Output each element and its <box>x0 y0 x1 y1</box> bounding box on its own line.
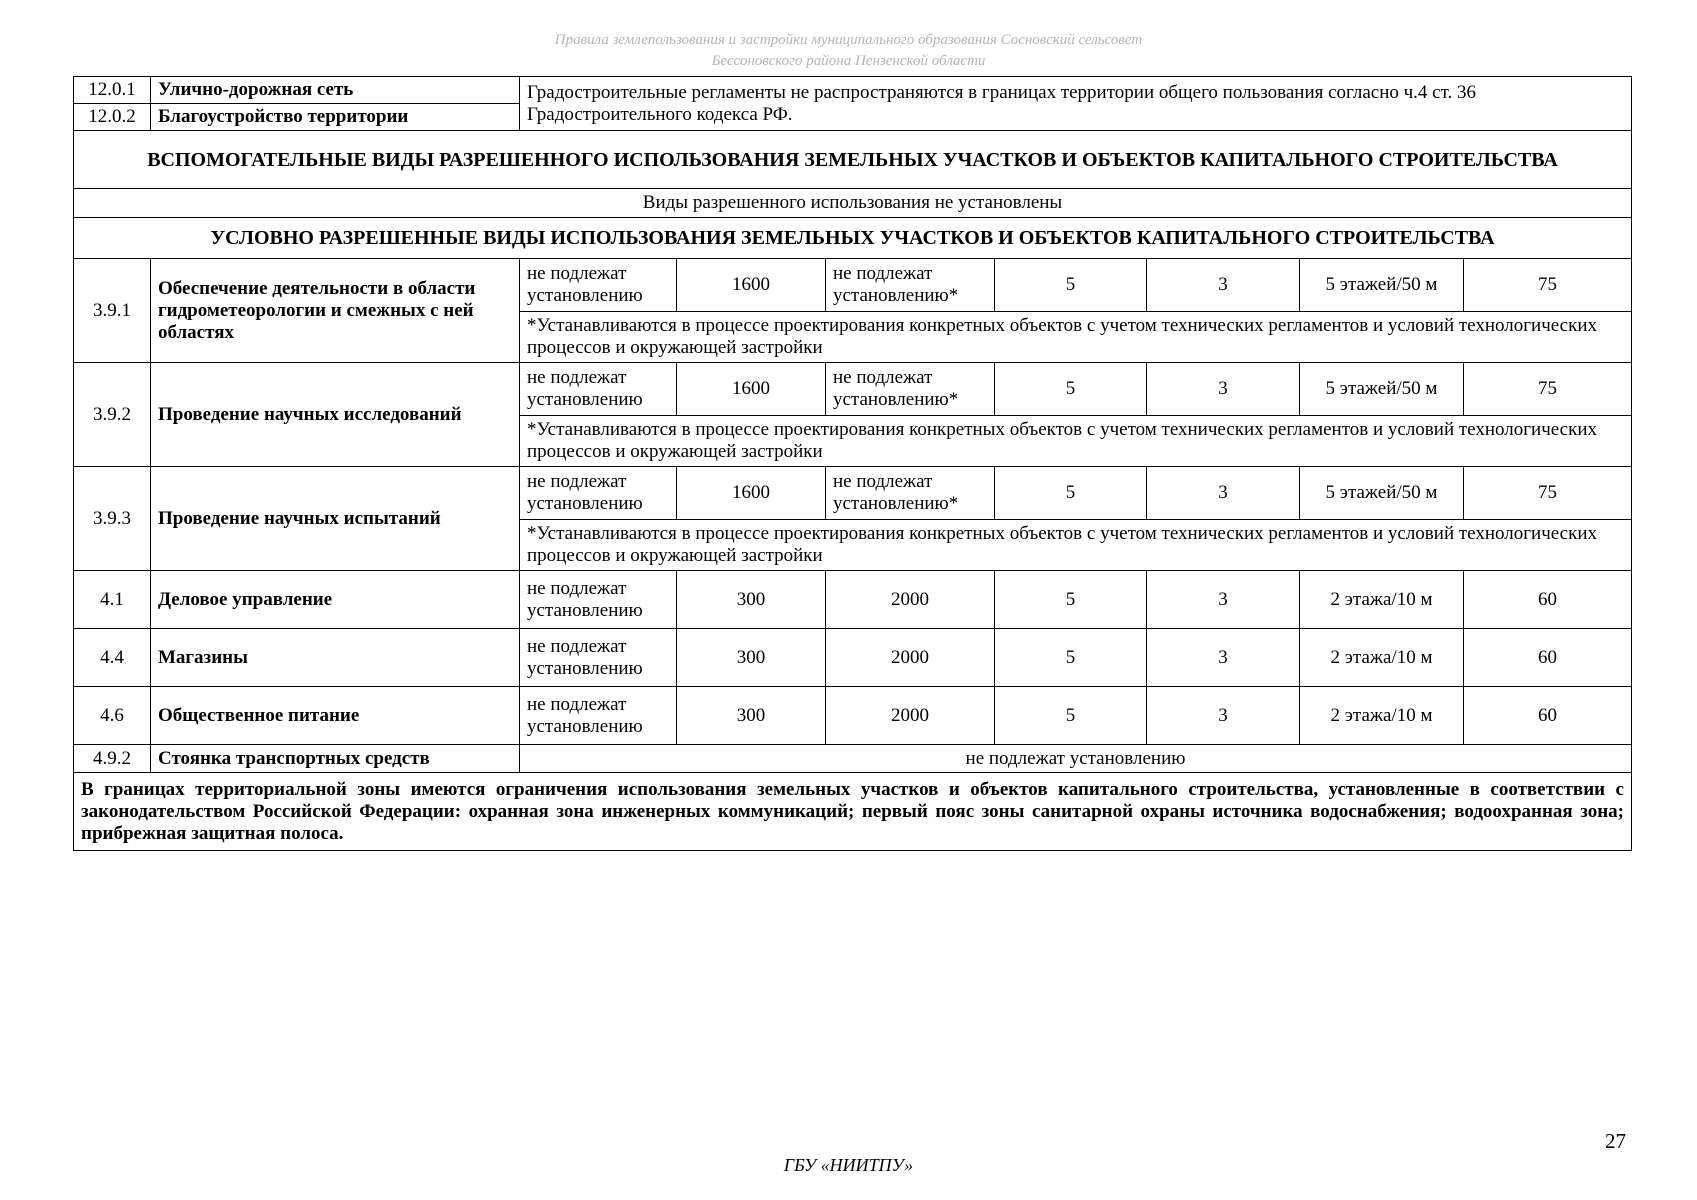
table-cell: 5 <box>995 467 1147 520</box>
table-cell: 5 <box>995 259 1147 312</box>
table-cell: 3 <box>1147 629 1300 687</box>
footnote-cell: *Устанавливаются в процессе проектирования конкретных объектов с учетом технических регламентов и условий технологических процессов и окружающей застройки <box>520 520 1632 571</box>
auxiliary-uses-note: Виды разрешенного использования не установлены <box>74 189 1632 218</box>
footnote-cell: *Устанавливаются в процессе проектирования конкретных объектов с учетом технических регламентов и условий технологических процессов и окружающей застройки <box>520 312 1632 363</box>
conditional-uses-title: УСЛОВНО РАЗРЕШЕННЫЕ ВИДЫ ИСПОЛЬЗОВАНИЯ ЗЕМЕЛЬНЫХ УЧАСТКОВ И ОБЪЕКТОВ КАПИТАЛЬНОГО СТРОИТЕЛЬСТВА <box>74 218 1632 259</box>
general-use-note: Градостроительные регламенты не распространяются в границах территории общего пользования согласно ч.4 ст. 36 Градостроительного кодекса РФ. <box>520 77 1632 131</box>
row-name: Проведение научных испытаний <box>151 467 520 571</box>
row-name: Общественное питание <box>151 687 520 745</box>
row-code: 12.0.2 <box>74 104 151 131</box>
row-name: Улично-дорожная сеть <box>151 77 520 104</box>
row-code: 4.6 <box>74 687 151 745</box>
row-name: Стоянка транспортных средств <box>151 745 520 773</box>
row-name: Деловое управление <box>151 571 520 629</box>
page-number: 27 <box>1605 1129 1626 1153</box>
regulations-table <box>73 76 1632 851</box>
row-name: Проведение научных исследований <box>151 363 520 467</box>
table-cell: 1600 <box>677 259 826 312</box>
table-cell: 3 <box>1147 259 1300 312</box>
restrictions-row <box>74 773 1632 851</box>
table-row <box>74 259 1632 312</box>
table-cell: 1600 <box>677 363 826 416</box>
table-cell: 300 <box>677 571 826 629</box>
table-cell: 5 <box>995 687 1147 745</box>
max-height: 5 этажей/50 м <box>1300 467 1464 520</box>
row-code: 3.9.3 <box>74 467 151 571</box>
table-cell: 5 <box>995 571 1147 629</box>
table-cell: не подлежат установлению* <box>826 467 995 520</box>
row-name: Обеспечение деятельности в области гидрометеорологии и смежных с ней областях <box>151 259 520 363</box>
table-row <box>74 687 1632 745</box>
row-code: 4.4 <box>74 629 151 687</box>
max-coverage: 60 <box>1464 629 1632 687</box>
table-row <box>74 745 1632 773</box>
max-coverage: 60 <box>1464 571 1632 629</box>
table-cell: 2000 <box>826 571 995 629</box>
table-row <box>74 629 1632 687</box>
auxiliary-uses-title: ВСПОМОГАТЕЛЬНЫЕ ВИДЫ РАЗРЕШЕННОГО ИСПОЛЬЗОВАНИЯ ЗЕМЕЛЬНЫХ УЧАСТКОВ И ОБЪЕКТОВ КАПИТАЛЬНОГО СТРОИТЕЛЬСТВА <box>74 131 1632 189</box>
row-code: 4.1 <box>74 571 151 629</box>
table-cell: 300 <box>677 687 826 745</box>
row-code: 3.9.2 <box>74 363 151 467</box>
table-row <box>74 363 1632 416</box>
row-code: 3.9.1 <box>74 259 151 363</box>
section-header-row <box>74 131 1632 189</box>
max-height: 5 этажей/50 м <box>1300 363 1464 416</box>
max-height: 2 этажа/10 м <box>1300 571 1464 629</box>
table-cell: 300 <box>677 629 826 687</box>
min-plot-area: не подлежат установлению <box>520 687 677 745</box>
document-header-line-1: Правила землепользования и застройки муниципального образования Сосновский сельсовет <box>554 32 1143 48</box>
row-code: 4.9.2 <box>74 745 151 773</box>
table-cell: не подлежат установлению* <box>826 259 995 312</box>
table-cell: 2000 <box>826 629 995 687</box>
max-height: 2 этажа/10 м <box>1300 629 1464 687</box>
footnote-cell: *Устанавливаются в процессе проектирования конкретных объектов с учетом технических регламентов и условий технологических процессов и окружающей застройки <box>520 416 1632 467</box>
section-header-row <box>74 218 1632 259</box>
table-row <box>74 571 1632 629</box>
row-name: Благоустройство территории <box>151 104 520 131</box>
document-header-line-2: Бессоновского района Пензенской области <box>711 53 986 69</box>
restrictions-note: В границах территориальной зоны имеются ограничения использования земельных участков и объектов капитального строительства, установленные в соответствии с законодательством Российской Федерации: охранная зона инженерных коммуникаций; первый пояс зоны санитарной охраны источника водоснабжения; водоохранная зона; прибрежная защитная полоса. <box>74 773 1632 851</box>
row-name: Магазины <box>151 629 520 687</box>
min-plot-area: не подлежат установлению <box>520 363 677 416</box>
min-plot-area: не подлежат установлению <box>520 259 677 312</box>
table-cell: 5 <box>995 629 1147 687</box>
table-cell: 3 <box>1147 687 1300 745</box>
table-cell: 1600 <box>677 467 826 520</box>
max-height: 5 этажей/50 м <box>1300 259 1464 312</box>
min-plot-area: не подлежат установлению <box>520 467 677 520</box>
table-cell: 2000 <box>826 687 995 745</box>
table-row <box>74 467 1632 520</box>
parking-value: не подлежат установлению <box>520 745 1632 773</box>
table-cell: 3 <box>1147 467 1300 520</box>
table-cell: 5 <box>995 363 1147 416</box>
table-cell: 3 <box>1147 363 1300 416</box>
organization-footer: ГБУ «НИИТПУ» <box>783 1155 914 1175</box>
max-coverage: 75 <box>1464 467 1632 520</box>
min-plot-area: не подлежат установлению <box>520 571 677 629</box>
max-height: 2 этажа/10 м <box>1300 687 1464 745</box>
max-coverage: 75 <box>1464 363 1632 416</box>
table-row <box>74 189 1632 218</box>
row-code: 12.0.1 <box>74 77 151 104</box>
max-coverage: 60 <box>1464 687 1632 745</box>
max-coverage: 75 <box>1464 259 1632 312</box>
table-cell: не подлежат установлению* <box>826 363 995 416</box>
min-plot-area: не подлежат установлению <box>520 629 677 687</box>
table-row <box>74 77 1632 104</box>
table-cell: 3 <box>1147 571 1300 629</box>
